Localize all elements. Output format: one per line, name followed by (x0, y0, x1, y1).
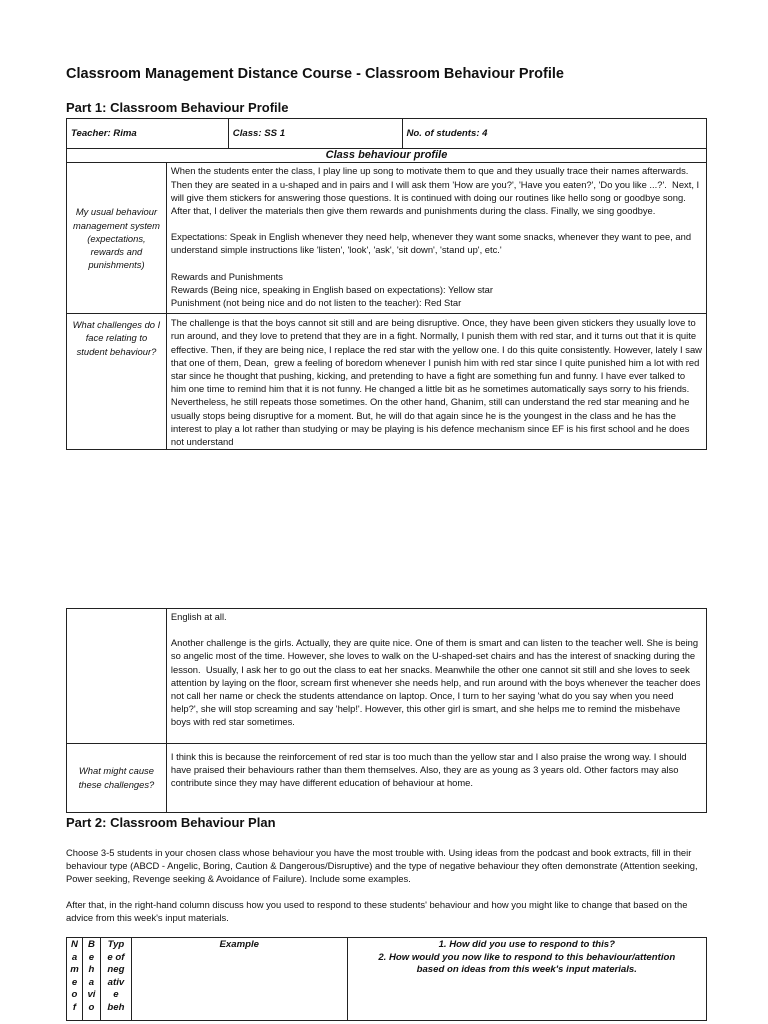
question-2: 2. How would you now like to respond to this behaviour/attention (378, 951, 676, 963)
behaviour-plan-table (66, 937, 707, 1021)
table-row (67, 314, 707, 450)
row-label: What might cause these challenges? (67, 743, 167, 812)
paragraph: The challenge is that the boys cannot sit still and are being disruptive. Once, they have been given stickers they usually love to run around, and they love to pretend that they are in a fight. Normally, I punish them with red star, and it turns out that it is quite effective. Then, if they are being nice, I replace the red star with the yellow one. I do this quite consistently. However, lately I saw that one of them, Dean, grew a feeling of boredom whenever I punish him with red star since I quite punished him a lot with red star since he thought that pushing, kicking, and pretending to have a fight are something fun and funny. I have ever talked to him one time to remind him that it is not funny. He changed a little bit as he sometimes automatically says sorry to his friends. Nevertheless, he still repeats those sometimes. On the other hand, Ghanim, still can understand the red star meaning and he usually stops being disruptive for a moment. But, he will do that again since he is the youngest in the class and he has the interest to play a lot rather than studying or may be playing is his defence mechanism since EF is his first school and he does not understand (170, 317, 705, 448)
part2-intro: Choose 3-5 students in your chosen class whose behaviour you have the most trouble with. Using ideas from the podcast and book extracts, fill in their behaviour type (ABCD - Angelic, Boring, Caution & Dangerous/Disruptive) and the type of negative behaviour they often demonstrate (Attention seeking, Power seeking, Revenge seeking & Avoidance of Failure). Include some examples. (66, 847, 698, 885)
teacher-cell: Teacher: Rima (67, 119, 229, 149)
paragraph: Expectations: Speak in English whenever they need help, whenever they want some snacks, whenever they want to pee, and understand simple instructions like 'listen', 'look', 'ask', 'sit down', 'stand up', etc.' (170, 231, 694, 256)
part1-heading: Part 1: Classroom Behaviour Profile (66, 100, 289, 115)
paragraph: I think this is because the reinforcement of red star is too much than the yellow star and I also praise the wrong way. I should have praised their behaviours rather than them themselves. Also, they are as young as 3 years old. Other factors may also contribute since they may have different education of behaviour at home. (170, 750, 690, 789)
table-row (67, 163, 707, 314)
behaviour-header: B e h a vi o (82, 938, 100, 1021)
row-label: What challenges do I face relating to student behaviour? (67, 314, 167, 450)
behaviour-profile-table-continued (66, 608, 707, 813)
paragraph: When the students enter the class, I play line up song to motivate them to que and they usually trace their names afterwards. Then they are seated in a u-shaped and in pairs and I will ask them 'How are you?', 'Have you eaten?', 'Do you like ...?'. Next, I will give them stickers for answering those questions. It is continued with doing our routines like hello song or goodbye song. After that, I deliver the materials then give them rewards and punishments during the class. Finally, we sing goodbye. (170, 165, 702, 217)
part2-heading: Part 2: Classroom Behaviour Plan (66, 815, 276, 830)
name-header: N a m e o f (67, 938, 83, 1021)
example-header: Example (131, 938, 347, 1021)
info-row (67, 119, 707, 149)
question-1: 1. How did you use to respond to this? (438, 939, 615, 950)
behaviour-profile-table (66, 118, 707, 450)
students-cell: No. of students: 4 (402, 119, 707, 149)
paragraph: Another challenge is the girls. Actually, they are quite nice. One of them is smart and can listen to the teacher well. She is being so angelic most of the time. However, she loves to walk on the U-shaped-set chairs and has the interest of snacking during the lesson. Usually, I ask her to go out the class to eat her snacks. Meanwhile the other one cannot sit still and she loves to seek attention by laying on the floor, scream first whenever she needs help, and run around with the boys whenever the teacher does not call her name or check the students attendance on laptop. Once, I turn to her saying 'what do you say when you need help?', she will stop screaming and say 'help!'. However, this other girl is smart, and she helps me to remind the misbehave boys with red star sometimes. (170, 637, 704, 728)
paragraph: Rewards and Punishments Rewards (Being nice, speaking in English based on expectations): Yellow star Punishment (not being nice and do not listen to the teacher): Red Star (170, 270, 493, 309)
row-content (166, 609, 706, 744)
row-content (166, 314, 706, 450)
document-title: Classroom Management Distance Course - Classroom Behaviour Profile (66, 66, 564, 82)
table-row (67, 743, 707, 812)
class-cell: Class: SS 1 (228, 119, 402, 149)
row-label: My usual behaviour management system (expectations, rewards and punishments) (67, 163, 167, 314)
row-content (166, 743, 706, 812)
profile-heading-row (67, 149, 707, 163)
question-2-cont: based on ideas from this week's input materials. (416, 964, 637, 976)
type-header: Typ e of neg ativ e beh (100, 938, 131, 1021)
paragraph: English at all. (170, 611, 227, 622)
plan-header-row (67, 938, 707, 1021)
profile-heading: Class behaviour profile (67, 149, 707, 163)
part2-intro-2: After that, in the right-hand column discuss how you used to respond to these students' behaviour and how you might like to change that based on the advice from this week's input materials. (66, 899, 688, 924)
row-content (166, 163, 706, 314)
response-header (347, 938, 706, 1021)
row-label (67, 609, 167, 744)
table-row (67, 609, 707, 744)
